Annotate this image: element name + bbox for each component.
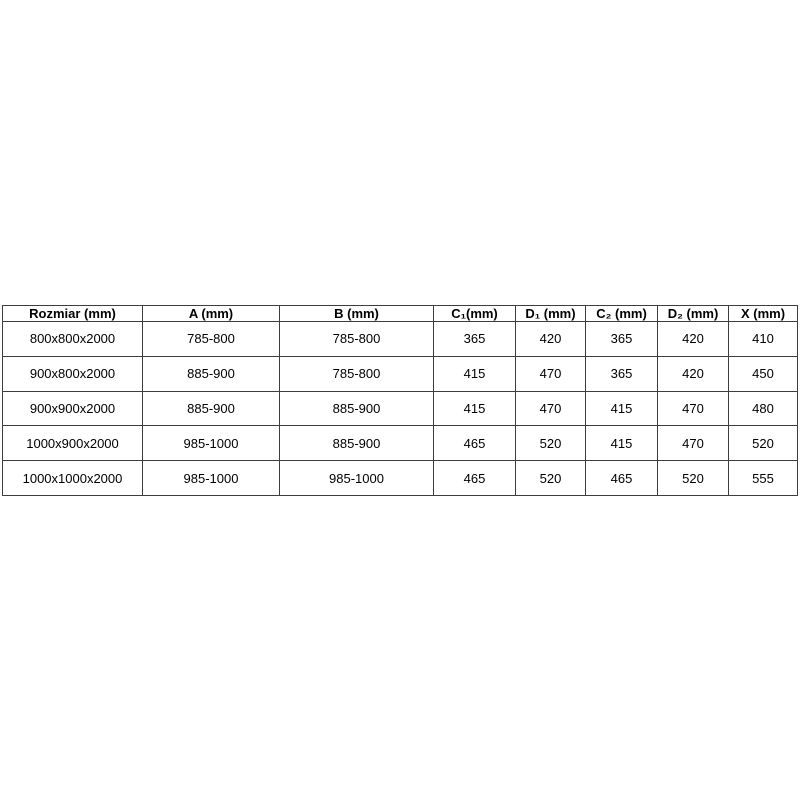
table-cell: 415: [586, 391, 658, 426]
table-body: [3, 322, 798, 496]
table-cell: 985-1000: [143, 461, 280, 496]
table-cell: 420: [516, 322, 586, 357]
table-cell: 470: [516, 356, 586, 391]
table-cell: 785-800: [143, 322, 280, 357]
table-cell: 415: [434, 356, 516, 391]
table-cell: 985-1000: [280, 461, 434, 496]
table-cell: 480: [729, 391, 798, 426]
size-cell: 800x800x2000: [3, 322, 143, 357]
header-cell: C₂ (mm): [586, 306, 658, 322]
header-cell: Rozmiar (mm): [3, 306, 143, 322]
table-cell: 885-900: [280, 391, 434, 426]
header-cell: X (mm): [729, 306, 798, 322]
table-cell: 985-1000: [143, 426, 280, 461]
table-row: [3, 426, 798, 461]
table-cell: 885-900: [143, 391, 280, 426]
table-cell: 420: [658, 356, 729, 391]
table-cell: 420: [658, 322, 729, 357]
size-cell: 1000x1000x2000: [3, 461, 143, 496]
size-cell: 900x800x2000: [3, 356, 143, 391]
table-cell: 470: [658, 391, 729, 426]
table-cell: 520: [516, 426, 586, 461]
table-cell: 520: [658, 461, 729, 496]
header-row: [3, 306, 798, 322]
header-cell: D₁ (mm): [516, 306, 586, 322]
table-cell: 415: [586, 426, 658, 461]
table-cell: 410: [729, 322, 798, 357]
size-cell: 1000x900x2000: [3, 426, 143, 461]
table-cell: 785-800: [280, 322, 434, 357]
table-row: [3, 356, 798, 391]
header-cell: B (mm): [280, 306, 434, 322]
table-cell: 470: [516, 391, 586, 426]
header-cell: A (mm): [143, 306, 280, 322]
table-cell: 555: [729, 461, 798, 496]
table-cell: 365: [434, 322, 516, 357]
dimensions-table: [2, 305, 798, 496]
table-cell: 365: [586, 322, 658, 357]
table-cell: 465: [434, 461, 516, 496]
table-cell: 415: [434, 391, 516, 426]
table-cell: 785-800: [280, 356, 434, 391]
table-cell: 465: [586, 461, 658, 496]
table-cell: 885-900: [143, 356, 280, 391]
size-cell: 900x900x2000: [3, 391, 143, 426]
table-cell: 520: [516, 461, 586, 496]
table-cell: 520: [729, 426, 798, 461]
table-cell: 465: [434, 426, 516, 461]
table-cell: 885-900: [280, 426, 434, 461]
table-cell: 470: [658, 426, 729, 461]
table-row: [3, 322, 798, 357]
table-cell: 365: [586, 356, 658, 391]
table-row: [3, 461, 798, 496]
header-cell: D₂ (mm): [658, 306, 729, 322]
table-cell: 450: [729, 356, 798, 391]
header-cell: C₁(mm): [434, 306, 516, 322]
table-row: [3, 391, 798, 426]
